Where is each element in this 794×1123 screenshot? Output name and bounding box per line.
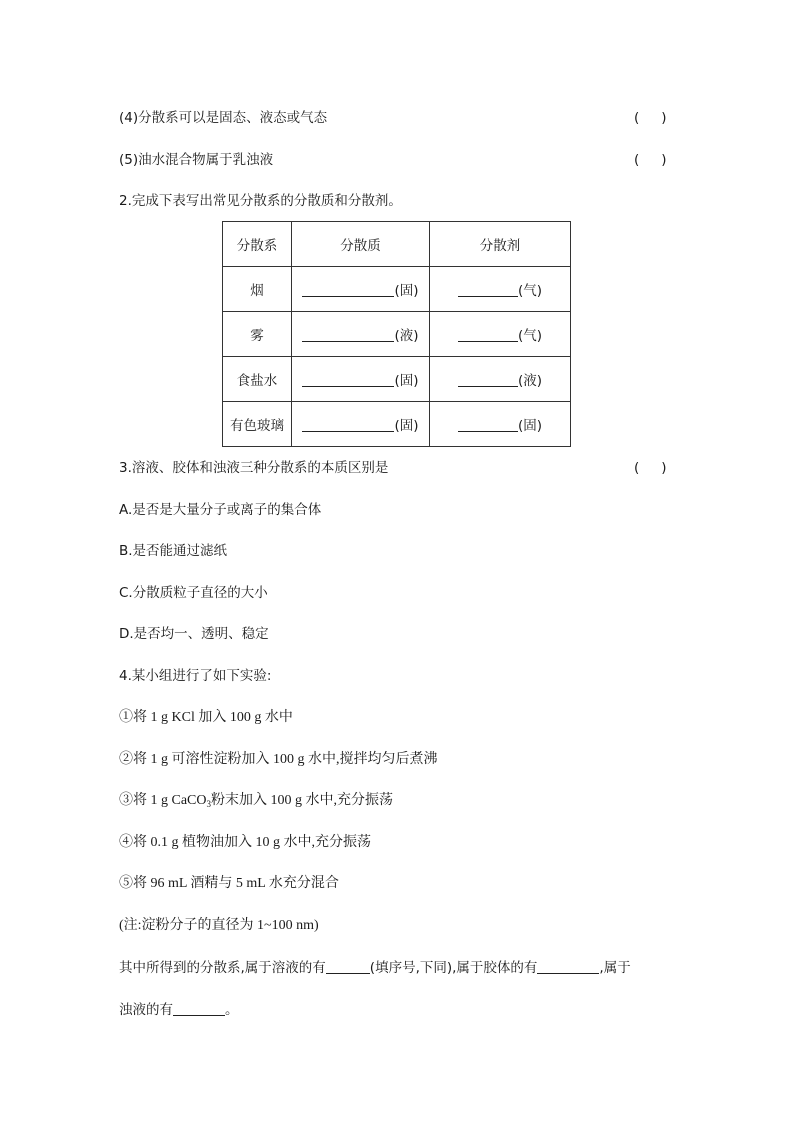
table-row [223,402,571,447]
q3-option-d: D.是否均一、透明、稳定 [119,626,269,642]
fill-blank[interactable] [458,327,518,342]
q4-step-4: ④将 0.1 g 植物油加入 10 g 水中,充分振荡 [119,835,371,850]
q4-step-1: ①将 1 g KCl 加入 100 g 水中 [119,710,293,725]
fill-blank[interactable] [458,372,518,387]
q3-prompt: 3.溶液、胶体和浊液三种分散系的本质区别是 [119,460,389,476]
fill-blank[interactable] [302,372,394,387]
header-solvent: 分散剂 [430,222,571,267]
fill-blank[interactable] [302,327,394,342]
answer-paren-q3: ( ) [634,460,667,476]
header-system: 分散系 [223,222,292,267]
q3-option-c: C.分散质粒子直径的大小 [119,585,268,601]
fill-blank[interactable] [302,282,394,297]
fill-blank-colloid[interactable] [537,959,599,974]
table-header-row [223,222,571,267]
answer-paren-q1-4: ( ) [634,110,667,126]
q4-step-3: ③将 1 g CaCO$_3$粉末加入 100 g 水中,充分振荡 [119,793,393,809]
q4-step-2: ②将 1 g 可溶性淀粉加入 100 g 水中,搅拌均匀后煮沸 [119,752,438,767]
q2-prompt: 2.完成下表写出常见分散系的分散质和分散剂。 [119,193,402,209]
header-solute: 分散质 [292,222,430,267]
cell-solvent: (气) [430,312,571,357]
table-row [223,312,571,357]
table-row [223,357,571,402]
cell-solvent: (液) [430,357,571,402]
q4-prompt: 4.某小组进行了如下实验: [119,668,272,684]
cell-system: 雾 [223,312,292,357]
q1-item-4: (4)分散系可以是固态、液态或气态 [119,110,328,126]
q3-option-b: B.是否能通过滤纸 [119,543,228,559]
answer-paren-q1-5: ( ) [634,152,667,168]
cell-system: 食盐水 [223,357,292,402]
cell-solute: (液) [292,312,430,357]
table-row [223,267,571,312]
q3-option-a: A.是否是大量分子或离子的集合体 [119,502,322,518]
cell-solvent: (固) [430,402,571,447]
cell-system: 有色玻璃 [223,402,292,447]
fill-blank[interactable] [302,417,394,432]
cell-solute: (固) [292,267,430,312]
q4-answer-line-2: 浊液的有 。 [119,1002,239,1018]
fill-blank[interactable] [458,417,518,432]
fill-blank-solution[interactable] [326,959,370,974]
dispersion-table [222,221,571,447]
q4-step-5: ⑤将 96 mL 酒精与 5 mL 水充分混合 [119,876,339,891]
cell-solute: (固) [292,357,430,402]
fill-blank-turbid[interactable] [173,1001,225,1016]
cell-solvent: (气) [430,267,571,312]
q1-item-5: (5)油水混合物属于乳浊液 [119,152,274,168]
cell-solute: (固) [292,402,430,447]
fill-blank[interactable] [458,282,518,297]
q4-note: (注:淀粉分子的直径为 1~100 nm) [119,918,319,933]
cell-system: 烟 [223,267,292,312]
q4-answer-line-1: 其中所得到的分散系,属于溶液的有 (填序号,下同),属于胶体的有 ,属于 [119,960,631,976]
